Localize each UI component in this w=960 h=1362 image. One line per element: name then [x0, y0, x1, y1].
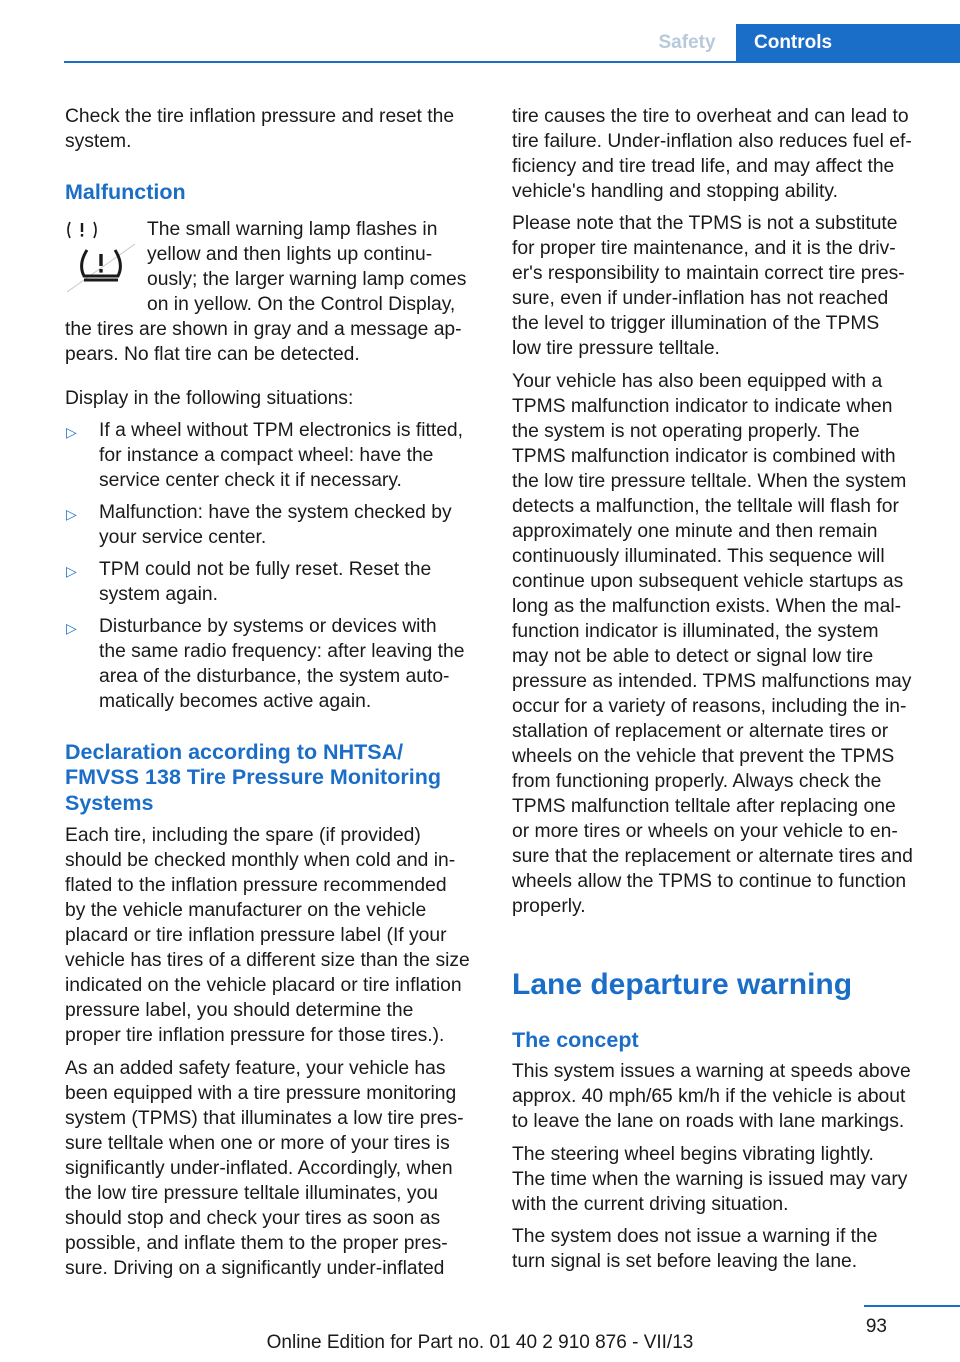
- right-p2-line: for proper tire maintenance, and it is the driv-: [512, 238, 896, 259]
- right-p2-line: low tire pressure telltale.: [512, 338, 720, 359]
- malfunction-text-line: on in yellow. On the Control Display,: [147, 294, 456, 315]
- concept-p1-line: to leave the lane on roads with lane markings.: [512, 1111, 905, 1132]
- bullet-text-line: Malfunction: have the system checked by: [99, 502, 452, 523]
- right-p3-line: function indicator is illuminated, the system: [512, 621, 879, 642]
- bullet-text-line: the same radio frequency: after leaving the: [99, 641, 465, 662]
- right-p3-line: approximately one minute and then remain: [512, 521, 878, 542]
- bullet-triangle-icon: ▷: [66, 563, 77, 579]
- right-p2-line: Please note that the TPMS is not a substitute: [512, 213, 898, 234]
- declaration-p1-line: Each tire, including the spare (if provided): [65, 825, 421, 846]
- right-p2-line: er's responsibility to maintain correct tire pres-: [512, 263, 905, 284]
- right-p3-line: TPMS malfunction indicator is combined with: [512, 446, 896, 467]
- declaration-p1-line: flated to the inflation pressure recommended: [65, 875, 447, 896]
- display-intro: Display in the following situations:: [65, 388, 354, 409]
- right-p3-line: may not be able to detect or signal low tire: [512, 646, 874, 667]
- tire-pressure-warning-small-icon: [65, 220, 99, 240]
- right-p3-line: properly.: [512, 896, 586, 917]
- concept-p2-line: The steering wheel begins vibrating lightly.: [512, 1144, 874, 1165]
- right-p3-line: the low tire pressure telltale. When the system: [512, 471, 907, 492]
- bullet-text-line: system again.: [99, 584, 218, 605]
- right-p3-line: continue upon subsequent vehicle startups as: [512, 571, 904, 592]
- concept-p2-line: with the current driving situation.: [512, 1194, 789, 1215]
- right-p3-line: from functioning properly. Always check the: [512, 771, 882, 792]
- declaration-p2-line: sure telltale when one or more of your tires is: [65, 1133, 450, 1154]
- right-p1-line: tire causes the tire to overheat and can lead to: [512, 106, 909, 127]
- bullet-text-line: Disturbance by systems or devices with: [99, 616, 437, 637]
- right-p3-line: the system is not operating properly. The: [512, 421, 860, 442]
- malfunction-text-line: The small warning lamp flashes in: [147, 219, 438, 240]
- declaration-p2-line: As an added safety feature, your vehicle has: [65, 1058, 446, 1079]
- header-rule: [64, 61, 960, 63]
- lane-departure-heading: Lane departure warning: [512, 968, 853, 1001]
- tire-pressure-warning-large-icon: [65, 242, 137, 294]
- declaration-p2-line: sure. Driving on a significantly under-inflated: [65, 1258, 445, 1279]
- bullet-text-line: If a wheel without TPM electronics is fitted,: [99, 420, 463, 441]
- declaration-p2-line: the low tire pressure telltale illuminates, you: [65, 1183, 438, 1204]
- declaration-p1-line: should be checked monthly when cold and in-: [65, 850, 456, 871]
- header-chapter-tab: Controls: [736, 24, 960, 61]
- declaration-p2-line: system (TPMS) that illuminates a low tire pres-: [65, 1108, 464, 1129]
- malfunction-text-line: pears. No flat tire can be detected.: [65, 344, 360, 365]
- right-p3-line: detects a malfunction, the telltale will flash for: [512, 496, 899, 517]
- right-p3-line: continuously illuminated. This sequence will: [512, 546, 885, 567]
- malfunction-text-line: the tires are shown in gray and a message ap-: [65, 319, 462, 340]
- malfunction-text-line: yellow and then lights up continu-: [147, 244, 433, 265]
- declaration-heading-line: FMVSS 138 Tire Pressure Monitoring: [65, 765, 441, 789]
- declaration-p1-line: by the vehicle manufacturer on the vehicle: [65, 900, 427, 921]
- bullet-text-line: area of the disturbance, the system auto-: [99, 666, 450, 687]
- concept-p1-line: approx. 40 mph/65 km/h if the vehicle is about: [512, 1086, 906, 1107]
- right-p3-line: sure that the replacement or alternate tires and: [512, 846, 913, 867]
- declaration-p1-line: pressure label, you should determine the: [65, 1000, 414, 1021]
- declaration-heading-line: Declaration according to NHTSA/: [65, 740, 404, 764]
- right-p1-line: ficiency and tire tread life, and may affect the: [512, 156, 895, 177]
- concept-p3-line: turn signal is set before leaving the lane.: [512, 1251, 858, 1272]
- declaration-p1-line: placard or tire inflation pressure label (If your: [65, 925, 447, 946]
- right-p3-line: long as the malfunction exists. When the mal-: [512, 596, 902, 617]
- declaration-p2-line: been equipped with a tire pressure monitoring: [65, 1083, 457, 1104]
- intro-line: system.: [65, 131, 132, 152]
- footer-edition: Online Edition for Part no. 01 40 2 910 876 - VII/13: [266, 1332, 694, 1353]
- concept-p2-line: The time when the warning is issued may vary: [512, 1169, 908, 1190]
- malfunction-heading: Malfunction: [65, 180, 186, 204]
- declaration-p2-line: should stop and check your tires as soon as: [65, 1208, 441, 1229]
- bullet-text-line: TPM could not be fully reset. Reset the: [99, 559, 432, 580]
- bullet-triangle-icon: ▷: [66, 424, 77, 440]
- malfunction-text-line: ously; the larger warning lamp comes: [147, 269, 467, 290]
- right-p3-line: or more tires or wheels on your vehicle to en-: [512, 821, 898, 842]
- declaration-p2-line: possible, and inflate them to the proper pres-: [65, 1233, 448, 1254]
- concept-heading: The concept: [512, 1028, 639, 1052]
- concept-p1-line: This system issues a warning at speeds above: [512, 1061, 911, 1082]
- right-p1-line: tire failure. Under-inflation also reduces fuel ef-: [512, 131, 912, 152]
- bullet-text-line: service center check it if necessary.: [99, 470, 402, 491]
- right-p3-line: stallation of replacement or alternate tires or: [512, 721, 889, 742]
- right-p1-line: vehicle's handling and stopping ability.: [512, 181, 838, 202]
- right-p3-line: occur for a variety of reasons, including the in-: [512, 696, 907, 717]
- header-section-tab: Safety: [638, 24, 736, 61]
- intro-line: Check the tire inflation pressure and reset the: [65, 106, 455, 127]
- bullet-text-line: for instance a compact wheel: have the: [99, 445, 434, 466]
- right-p3-line: TPMS malfunction indicator to indicate when: [512, 396, 893, 417]
- declaration-p2-line: significantly under-inflated. Accordingly, when: [65, 1158, 453, 1179]
- declaration-p1-line: proper tire inflation pressure for those tires.).: [65, 1025, 445, 1046]
- bullet-triangle-icon: ▷: [66, 506, 77, 522]
- right-p3-line: pressure as intended. TPMS malfunctions may: [512, 671, 912, 692]
- right-p2-line: the level to trigger illumination of the TPMS: [512, 313, 880, 334]
- declaration-p1-line: indicated on the vehicle placard or tire inflation: [65, 975, 462, 996]
- right-p3-line: wheels on the vehicle that prevent the TPMS: [512, 746, 895, 767]
- page-number: 93: [865, 1316, 887, 1337]
- concept-p3-line: The system does not issue a warning if the: [512, 1226, 878, 1247]
- footer-rule: [864, 1305, 960, 1307]
- bullet-text-line: matically becomes active again.: [99, 691, 372, 712]
- right-p3-line: Your vehicle has also been equipped with a: [512, 371, 883, 392]
- declaration-p1-line: vehicle has tires of a different size than the size: [65, 950, 470, 971]
- right-p3-line: wheels allow the TPMS to continue to function: [512, 871, 907, 892]
- declaration-heading-line: Systems: [65, 791, 154, 815]
- bullet-triangle-icon: ▷: [66, 620, 77, 636]
- right-p3-line: TPMS malfunction telltale after replacing one: [512, 796, 896, 817]
- bullet-text-line: your service center.: [99, 527, 267, 548]
- right-p2-line: sure, even if under-inflation has not reached: [512, 288, 889, 309]
